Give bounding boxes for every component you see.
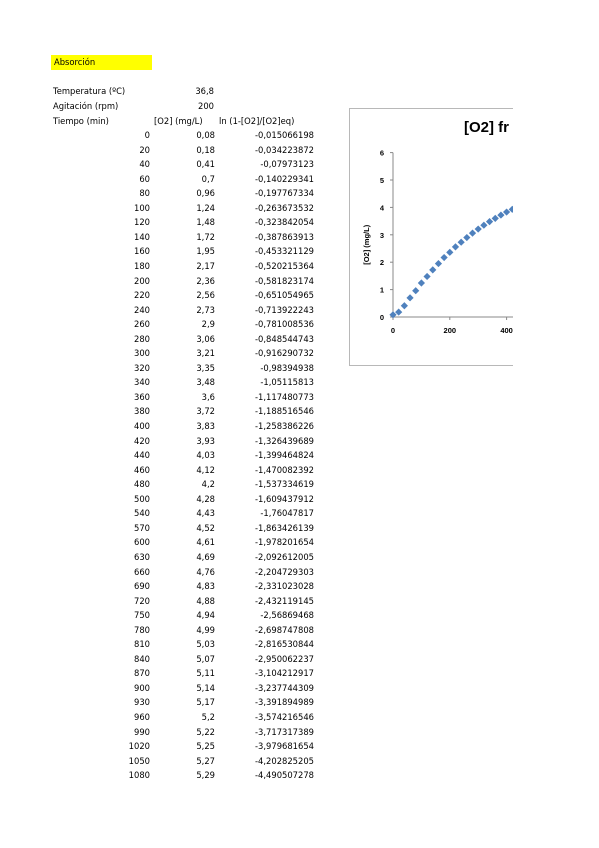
table-row bbox=[0, 654, 330, 669]
table-row bbox=[0, 727, 330, 742]
o2-cell[interactable]: 1,95 bbox=[196, 246, 215, 257]
o2-cell[interactable]: 3,83 bbox=[196, 421, 215, 431]
time-cell[interactable]: 930 bbox=[134, 697, 150, 708]
ln-cell[interactable]: -0,98394938 bbox=[260, 362, 314, 373]
header-time: Tiempo (min) bbox=[53, 116, 109, 126]
data-point bbox=[418, 279, 425, 286]
o2-cell[interactable]: 4,76 bbox=[196, 566, 215, 577]
ln-cell[interactable]: -0,713922243 bbox=[255, 304, 314, 315]
time-cell[interactable]: 900 bbox=[134, 682, 150, 693]
data-point bbox=[441, 254, 448, 261]
header-o2: [O2] (mg/L) bbox=[154, 116, 203, 126]
o2-cell[interactable]: 4,61 bbox=[196, 537, 215, 548]
data-point bbox=[492, 215, 499, 222]
o2-cell[interactable]: 5,07 bbox=[196, 653, 215, 664]
time-cell[interactable]: 400 bbox=[134, 421, 150, 431]
o2-cell[interactable]: 5,25 bbox=[196, 741, 215, 752]
time-cell[interactable]: 100 bbox=[134, 202, 150, 213]
time-cell[interactable]: 40 bbox=[139, 159, 150, 170]
o2-cell[interactable]: 5,03 bbox=[196, 639, 215, 650]
ln-cell[interactable]: -1,609437912 bbox=[255, 493, 314, 504]
ln-cell[interactable]: -1,05115813 bbox=[260, 377, 314, 388]
table-row bbox=[0, 363, 330, 378]
ln-cell[interactable]: -1,117480773 bbox=[255, 391, 314, 402]
table-row bbox=[0, 421, 330, 436]
o2-cell[interactable]: 4,2 bbox=[201, 479, 215, 490]
y-tick-label: 2 bbox=[379, 258, 384, 268]
table-row bbox=[0, 567, 330, 582]
table-row bbox=[0, 552, 330, 567]
ln-cell[interactable]: -2,816530844 bbox=[255, 639, 314, 650]
ln-cell[interactable]: -2,698747808 bbox=[255, 624, 314, 635]
table-row bbox=[0, 203, 330, 218]
table-row bbox=[0, 232, 330, 247]
time-cell[interactable]: 300 bbox=[134, 348, 150, 359]
y-tick-label: 0 bbox=[379, 313, 384, 322]
time-cell[interactable]: 120 bbox=[134, 217, 150, 228]
table-row bbox=[0, 450, 330, 465]
data-point bbox=[435, 260, 442, 267]
header-ln: ln (1-[O2]/[O2]eq) bbox=[219, 116, 295, 126]
ln-cell[interactable]: -0,520215364 bbox=[255, 260, 314, 271]
table-row bbox=[0, 246, 330, 261]
time-cell[interactable]: 500 bbox=[134, 493, 150, 504]
o2-cell[interactable]: 4,83 bbox=[196, 581, 215, 592]
table-row bbox=[0, 130, 330, 145]
ln-cell[interactable]: -0,07973123 bbox=[260, 159, 314, 170]
y-tick-label: 5 bbox=[379, 176, 384, 185]
time-cell[interactable]: 80 bbox=[139, 188, 150, 199]
ln-cell[interactable]: -0,323842054 bbox=[255, 217, 314, 228]
time-cell[interactable]: 420 bbox=[134, 435, 150, 446]
table-row bbox=[0, 494, 330, 509]
o2-cell[interactable]: 0,08 bbox=[196, 130, 215, 140]
o2-cell[interactable]: 0,7 bbox=[201, 173, 215, 184]
data-point bbox=[452, 243, 459, 250]
table-row bbox=[0, 174, 330, 189]
ln-cell[interactable]: -0,034223872 bbox=[255, 144, 314, 155]
time-cell[interactable]: 460 bbox=[134, 464, 150, 475]
y-tick-label: 3 bbox=[379, 230, 384, 240]
time-cell[interactable]: 570 bbox=[134, 522, 150, 533]
time-cell[interactable]: 220 bbox=[134, 290, 150, 301]
table-row bbox=[0, 392, 330, 407]
ln-cell[interactable]: -2,432119145 bbox=[255, 595, 314, 606]
o2-cell[interactable]: 3,35 bbox=[196, 362, 215, 373]
o2-cell[interactable]: 4,28 bbox=[196, 493, 215, 504]
time-cell[interactable]: 720 bbox=[134, 595, 150, 606]
o2-cell[interactable]: 4,52 bbox=[196, 522, 215, 533]
data-point bbox=[406, 294, 413, 301]
time-cell[interactable]: 280 bbox=[134, 333, 150, 344]
page-margin bbox=[513, 100, 599, 380]
table-row bbox=[0, 377, 330, 392]
table-row bbox=[0, 756, 330, 771]
ln-cell[interactable]: -0,453321129 bbox=[255, 246, 314, 257]
o2-cell[interactable]: 5,22 bbox=[196, 726, 215, 737]
y-tick-label: 4 bbox=[379, 203, 384, 213]
time-cell[interactable]: 340 bbox=[134, 377, 150, 388]
time-cell[interactable]: 870 bbox=[134, 668, 150, 679]
ln-cell[interactable]: -2,204729303 bbox=[255, 566, 314, 577]
time-cell[interactable]: 840 bbox=[134, 653, 150, 664]
o2-cell[interactable]: 3,6 bbox=[201, 391, 215, 402]
time-cell[interactable]: 780 bbox=[134, 624, 150, 635]
ln-cell[interactable]: -0,015066198 bbox=[255, 130, 314, 140]
table-row bbox=[0, 668, 330, 683]
o2-cell[interactable]: 0,18 bbox=[196, 144, 215, 155]
o2-cell[interactable]: 3,21 bbox=[196, 348, 215, 359]
time-cell[interactable]: 750 bbox=[134, 610, 150, 621]
o2-cell[interactable]: 5,14 bbox=[196, 682, 215, 693]
agitation-label: Agitación (rpm) bbox=[53, 101, 119, 111]
x-tick-label: 0 bbox=[390, 326, 396, 335]
ln-cell[interactable]: -3,979681654 bbox=[255, 741, 314, 752]
o2-cell[interactable]: 3,93 bbox=[196, 435, 215, 446]
ln-cell[interactable]: -0,848544743 bbox=[255, 333, 314, 344]
time-cell[interactable]: 660 bbox=[134, 566, 150, 577]
o2-cell[interactable]: 4,43 bbox=[196, 508, 215, 519]
table-row bbox=[0, 581, 330, 596]
ln-cell[interactable]: -0,916290732 bbox=[255, 348, 314, 359]
o2-cell[interactable]: 2,17 bbox=[196, 260, 215, 271]
o2-cell[interactable]: 4,69 bbox=[196, 551, 215, 562]
ln-cell[interactable]: -1,76047817 bbox=[260, 508, 314, 519]
o2-cell[interactable]: 2,9 bbox=[201, 319, 215, 330]
time-cell[interactable]: 0 bbox=[144, 130, 150, 140]
ln-cell[interactable]: -2,56869468 bbox=[260, 610, 314, 621]
ln-cell[interactable]: -4,202825205 bbox=[255, 755, 314, 766]
ln-cell[interactable]: -2,331023028 bbox=[255, 581, 314, 592]
table-row bbox=[0, 712, 330, 727]
time-cell[interactable]: 380 bbox=[134, 406, 150, 417]
table-row bbox=[0, 741, 330, 756]
o2-cell[interactable]: 3,72 bbox=[196, 406, 215, 417]
table-row bbox=[0, 479, 330, 494]
o2-scatter-chart bbox=[350, 109, 520, 365]
y-tick-label: 6 bbox=[379, 148, 384, 158]
table-row bbox=[0, 436, 330, 451]
x-tick-label: 400 bbox=[500, 326, 513, 335]
data-point bbox=[463, 234, 470, 241]
ln-cell[interactable]: -3,717317389 bbox=[255, 726, 314, 737]
time-cell[interactable]: 160 bbox=[134, 246, 150, 257]
time-cell[interactable]: 960 bbox=[134, 712, 150, 722]
sheet-title: Absorción bbox=[54, 57, 96, 67]
time-cell[interactable]: 1080 bbox=[128, 770, 150, 781]
time-cell[interactable]: 260 bbox=[134, 319, 150, 330]
y-axis-label: [O2] (mg/L) bbox=[362, 224, 371, 265]
ln-cell[interactable]: -3,104212917 bbox=[255, 668, 314, 679]
table-row bbox=[0, 770, 330, 785]
o2-cell[interactable]: 4,94 bbox=[196, 610, 215, 621]
table-row bbox=[0, 290, 330, 305]
o2-cell[interactable]: 1,48 bbox=[196, 217, 215, 228]
ln-cell[interactable]: -1,326439689 bbox=[255, 435, 314, 446]
chart-title: [O2] fr bbox=[464, 119, 509, 136]
ln-cell[interactable]: -3,574216546 bbox=[255, 712, 314, 722]
ln-cell[interactable]: -3,391894989 bbox=[255, 697, 314, 708]
temperature-label: Temperatura (ºC) bbox=[53, 86, 126, 96]
data-point bbox=[401, 302, 408, 309]
table-row bbox=[0, 406, 330, 421]
ln-cell[interactable]: -1,258386226 bbox=[255, 421, 314, 431]
o2-cell[interactable]: 4,88 bbox=[196, 595, 215, 606]
table-row bbox=[0, 305, 330, 320]
ln-cell[interactable]: -1,537334619 bbox=[255, 479, 314, 490]
ln-cell[interactable]: -1,188516546 bbox=[255, 406, 314, 417]
o2-cell[interactable]: 2,36 bbox=[196, 275, 215, 286]
o2-cell[interactable]: 4,99 bbox=[196, 624, 215, 635]
ln-cell[interactable]: -0,581823174 bbox=[255, 275, 314, 286]
y-tick-label: 1 bbox=[379, 285, 384, 295]
data-point bbox=[429, 266, 436, 273]
ln-cell[interactable]: -0,197767334 bbox=[255, 188, 314, 199]
o2-cell[interactable]: 3,06 bbox=[196, 333, 215, 344]
o2-cell[interactable]: 3,48 bbox=[196, 377, 215, 388]
data-point bbox=[446, 249, 453, 256]
time-cell[interactable]: 180 bbox=[134, 260, 150, 271]
ln-cell[interactable]: -0,387863913 bbox=[255, 231, 314, 242]
ln-cell[interactable]: -3,237744309 bbox=[255, 682, 314, 693]
o2-cell[interactable]: 5,29 bbox=[196, 770, 215, 781]
table-row bbox=[0, 610, 330, 625]
time-cell[interactable]: 240 bbox=[134, 304, 150, 315]
time-cell[interactable]: 440 bbox=[134, 450, 150, 461]
data-point bbox=[486, 218, 493, 225]
table-row bbox=[0, 697, 330, 712]
ln-cell[interactable]: -2,950062237 bbox=[255, 653, 314, 664]
table-row bbox=[0, 639, 330, 654]
o2-cell[interactable]: 5,17 bbox=[196, 697, 215, 708]
data-point bbox=[412, 287, 419, 294]
table-row bbox=[0, 523, 330, 538]
o2-cell[interactable]: 5,11 bbox=[196, 668, 215, 679]
temperature-value[interactable]: 36,8 bbox=[195, 86, 214, 96]
data-point bbox=[475, 225, 482, 232]
time-cell[interactable]: 600 bbox=[134, 537, 150, 548]
table-row bbox=[0, 319, 330, 334]
data-point bbox=[497, 211, 504, 218]
time-cell[interactable]: 20 bbox=[139, 144, 150, 155]
o2-cell[interactable]: 2,56 bbox=[196, 290, 215, 301]
ln-cell[interactable]: -1,470082392 bbox=[255, 464, 314, 475]
table-row bbox=[0, 625, 330, 640]
time-cell[interactable]: 540 bbox=[134, 508, 150, 519]
o2-cell[interactable]: 5,2 bbox=[201, 712, 215, 722]
ln-cell[interactable]: -0,263673532 bbox=[255, 202, 314, 213]
table-row bbox=[0, 261, 330, 276]
table-row bbox=[0, 276, 330, 291]
agitation-value[interactable]: 200 bbox=[198, 101, 214, 111]
o2-cell[interactable]: 4,03 bbox=[196, 450, 215, 461]
time-cell[interactable]: 200 bbox=[134, 275, 150, 286]
table-row bbox=[0, 596, 330, 611]
o2-cell[interactable]: 4,12 bbox=[196, 464, 215, 475]
ln-cell[interactable]: -4,490507278 bbox=[255, 770, 314, 781]
time-cell[interactable]: 810 bbox=[134, 639, 150, 650]
ln-cell[interactable]: -1,863426139 bbox=[255, 522, 314, 533]
time-cell[interactable]: 690 bbox=[134, 581, 150, 592]
table-row bbox=[0, 537, 330, 552]
x-tick-label: 200 bbox=[443, 326, 457, 335]
table-row bbox=[0, 217, 330, 232]
time-cell[interactable]: 320 bbox=[134, 362, 150, 373]
table-row bbox=[0, 145, 330, 160]
data-point bbox=[469, 230, 476, 237]
time-cell[interactable]: 360 bbox=[134, 391, 150, 402]
time-cell[interactable]: 990 bbox=[134, 726, 150, 737]
o2-cell[interactable]: 2,73 bbox=[196, 304, 215, 315]
time-cell[interactable]: 1050 bbox=[128, 755, 150, 766]
table-row bbox=[0, 188, 330, 203]
time-cell[interactable]: 480 bbox=[134, 479, 150, 490]
table-row bbox=[0, 334, 330, 349]
data-point bbox=[423, 273, 430, 280]
time-cell[interactable]: 140 bbox=[134, 231, 150, 242]
table-row bbox=[0, 348, 330, 363]
time-cell[interactable]: 1020 bbox=[128, 741, 150, 752]
o2-cell[interactable]: 1,72 bbox=[196, 231, 215, 242]
table-row bbox=[0, 683, 330, 698]
table-row bbox=[0, 508, 330, 523]
time-cell[interactable]: 630 bbox=[134, 551, 150, 562]
ln-cell[interactable]: -0,651054965 bbox=[255, 290, 314, 301]
ln-cell[interactable]: -0,781008536 bbox=[255, 319, 314, 330]
ln-cell[interactable]: -1,978201654 bbox=[255, 537, 314, 548]
o2-cell[interactable]: 5,27 bbox=[196, 755, 215, 766]
o2-cell[interactable]: 0,96 bbox=[196, 188, 215, 199]
time-cell[interactable]: 60 bbox=[139, 173, 150, 184]
ln-cell[interactable]: -1,399464824 bbox=[255, 450, 314, 461]
chart-container[interactable] bbox=[349, 108, 521, 366]
ln-cell[interactable]: -0,140229341 bbox=[255, 173, 314, 184]
o2-cell[interactable]: 1,24 bbox=[196, 202, 215, 213]
table-row bbox=[0, 159, 330, 174]
ln-cell[interactable]: -2,092612005 bbox=[255, 551, 314, 562]
data-point bbox=[480, 222, 487, 229]
o2-cell[interactable]: 0,41 bbox=[196, 159, 215, 170]
data-point bbox=[458, 239, 465, 246]
table-row bbox=[0, 465, 330, 480]
